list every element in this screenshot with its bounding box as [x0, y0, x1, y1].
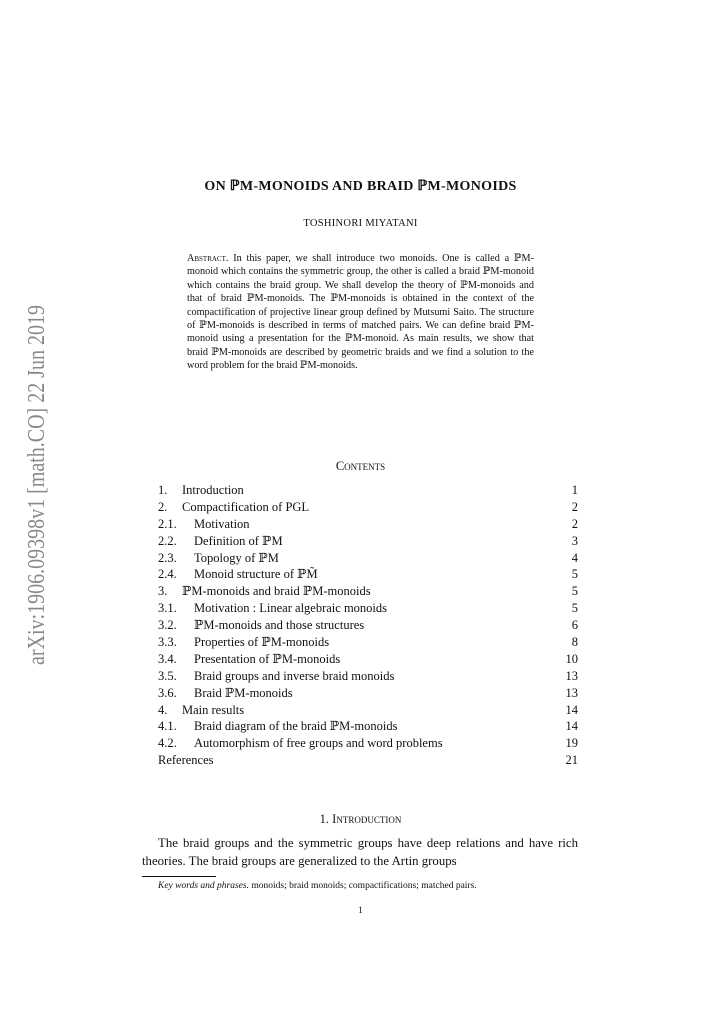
toc-entry[interactable] [158, 634, 578, 651]
toc-entry-title: ℙM-monoids and those structures [194, 618, 365, 633]
footnote-rule [142, 876, 216, 877]
toc-entry-number: 3.2. [158, 618, 177, 633]
toc-entry[interactable] [158, 566, 578, 583]
toc-entry-page: 4 [571, 550, 578, 565]
toc-entry-page: 2 [571, 516, 578, 531]
toc-entry-label [158, 516, 250, 533]
toc-entry-title: Properties of ℙM-monoids [194, 635, 330, 650]
toc-entry-number: 1. [158, 483, 168, 497]
abstract [187, 252, 534, 373]
page-number: 1 [358, 906, 363, 916]
toc-entry-title: ℙM-monoids and braid ℙM-monoids [182, 584, 371, 599]
toc-entry-label [158, 651, 340, 668]
paper-title: ON ℙM-MONOIDS AND BRAID ℙM-MONOIDS [204, 179, 517, 194]
abstract-label: Abstract. [187, 253, 229, 264]
toc-entry-page: 13 [565, 685, 578, 700]
toc-entry-page: 13 [565, 668, 578, 683]
toc-entry-page: 5 [571, 601, 578, 616]
arxiv-stamp [2, 300, 62, 670]
footnote-text: monoids; braid monoids; compactifications; matched pairs. [251, 881, 477, 891]
toc-entry-title: Motivation : Linear algebraic monoids [194, 601, 388, 616]
toc-entry[interactable] [158, 482, 578, 499]
toc-entry-number: 3.3. [158, 635, 177, 650]
toc-entry-label [158, 702, 244, 719]
toc-entry-label [158, 499, 309, 516]
toc-entry-label [158, 617, 364, 634]
toc-entry-title: Braid ℙM-monoids [194, 685, 293, 700]
toc-entry-number: 3.5. [158, 668, 177, 683]
author-name: TOSHINORI MIYATANI [303, 218, 418, 229]
toc-entry[interactable] [158, 668, 578, 685]
toc-entry-number: 2. [158, 499, 168, 514]
toc-entry-number: 4. [158, 702, 168, 717]
toc-entry-label [158, 482, 244, 499]
toc-entry-page: 10 [565, 651, 578, 666]
toc-entry-label [158, 533, 283, 550]
toc-entry-number: 2.3. [158, 550, 177, 565]
contents-heading: Contents [335, 459, 386, 473]
toc-entry-label [158, 634, 329, 651]
toc-entry-label [158, 685, 293, 702]
toc-entry-page: 21 [565, 753, 578, 768]
footnote-label: Key words and phrases. [158, 881, 249, 891]
toc-entry-page: 5 [571, 584, 578, 599]
toc-entry-label [158, 583, 371, 600]
toc-entry[interactable] [158, 516, 578, 533]
toc-entry-title: Topology of ℙM [194, 550, 279, 565]
arxiv-stamp-text: arXiv:1906.09398v1 [math.CO] 22 Jun 2019 [24, 300, 50, 665]
toc-entry-label [158, 752, 214, 769]
toc-entry-title: Braid groups and inverse braid monoids [194, 668, 395, 683]
toc-entry-number: 3.4. [158, 651, 177, 666]
abstract-text: In this paper, we shall introduce two monoids. One is called a ℙM-monoid which contains the symmetric group, the other is called a braid ℙM-monoid which contains the braid group. We shall develop the theory of ℙM-monoids and that of braid ℙM-monoids. The ℙM-monoids is obtained in the context of the compactification of projective linear group defined by Mutsumi Saito. The structure of ℙM-monoids is described in terms of matched pairs. We can define braid ℙM-monoid using a presentation for the ℙM-monoid. As main results, we show that braid ℙM-monoids are described by geometric braids and we find a solution to the word problem for the braid ℙM-monoids. [187, 253, 535, 372]
toc-entry-title: Motivation [194, 516, 250, 531]
toc-entry-number: 4.2. [158, 736, 177, 751]
toc-entry-label [158, 566, 318, 583]
toc-entry[interactable] [158, 651, 578, 668]
toc-entry[interactable] [158, 718, 578, 735]
toc-entry[interactable] [158, 735, 578, 752]
toc-entry-title: References [158, 753, 214, 768]
toc-entry-number: 2.4. [158, 567, 177, 582]
toc-entry-page: 14 [565, 702, 578, 717]
toc-entry-number: 4.1. [158, 719, 177, 734]
toc-entry[interactable] [158, 685, 578, 702]
toc-entry-page: 1 [571, 483, 578, 497]
toc-entry-title: Monoid structure of ℙM̃ [194, 567, 318, 582]
toc-entry-label [158, 550, 279, 567]
toc-entry[interactable] [158, 702, 578, 719]
toc-entry-label [158, 668, 394, 685]
section-heading-text: 1. Introduction [319, 812, 402, 826]
toc-entry-title: Braid diagram of the braid ℙM-monoids [194, 719, 398, 734]
toc-entry-label [158, 718, 397, 735]
toc-entry-title: Introduction [182, 483, 244, 497]
toc-entry-number: 2.2. [158, 533, 177, 548]
body-paragraph: The braid groups and the symmetric groups have deep relations and have rich theories. The braid groups are generalized to the Artin groups [142, 836, 578, 868]
toc-entry[interactable] [158, 600, 578, 617]
toc-entry-label [158, 735, 443, 752]
toc-entry-number: 3. [158, 584, 168, 599]
toc-entry[interactable] [158, 533, 578, 550]
toc-entry-page: 14 [565, 719, 578, 734]
footnote [142, 880, 578, 893]
toc-entry-title: Main results [182, 702, 245, 717]
toc-entry-page: 8 [571, 635, 578, 650]
toc-entry-number: 3.1. [158, 601, 177, 616]
toc-entry-number: 3.6. [158, 685, 177, 700]
section-heading [0, 812, 721, 827]
toc-entry[interactable] [158, 617, 578, 634]
toc-entry-title: Compactification of PGL [182, 499, 310, 514]
toc-entry-page: 19 [565, 736, 578, 751]
toc-entry-label [158, 600, 387, 617]
toc-entry-title: Definition of ℙM [194, 533, 283, 548]
table-of-contents [158, 482, 578, 769]
toc-entry-page: 3 [571, 533, 578, 548]
toc-entry[interactable] [158, 550, 578, 567]
toc-entry[interactable] [158, 583, 578, 600]
toc-entry-number: 2.1. [158, 516, 177, 531]
toc-entry-page: 5 [571, 567, 578, 582]
toc-entry-title: Automorphism of free groups and word problems [194, 736, 443, 751]
toc-entry-title: Presentation of ℙM-monoids [194, 651, 341, 666]
toc-entry-page: 2 [571, 499, 578, 514]
toc-entry[interactable] [158, 499, 578, 516]
toc-entry[interactable] [158, 752, 578, 769]
toc-entry-page: 6 [571, 618, 578, 633]
